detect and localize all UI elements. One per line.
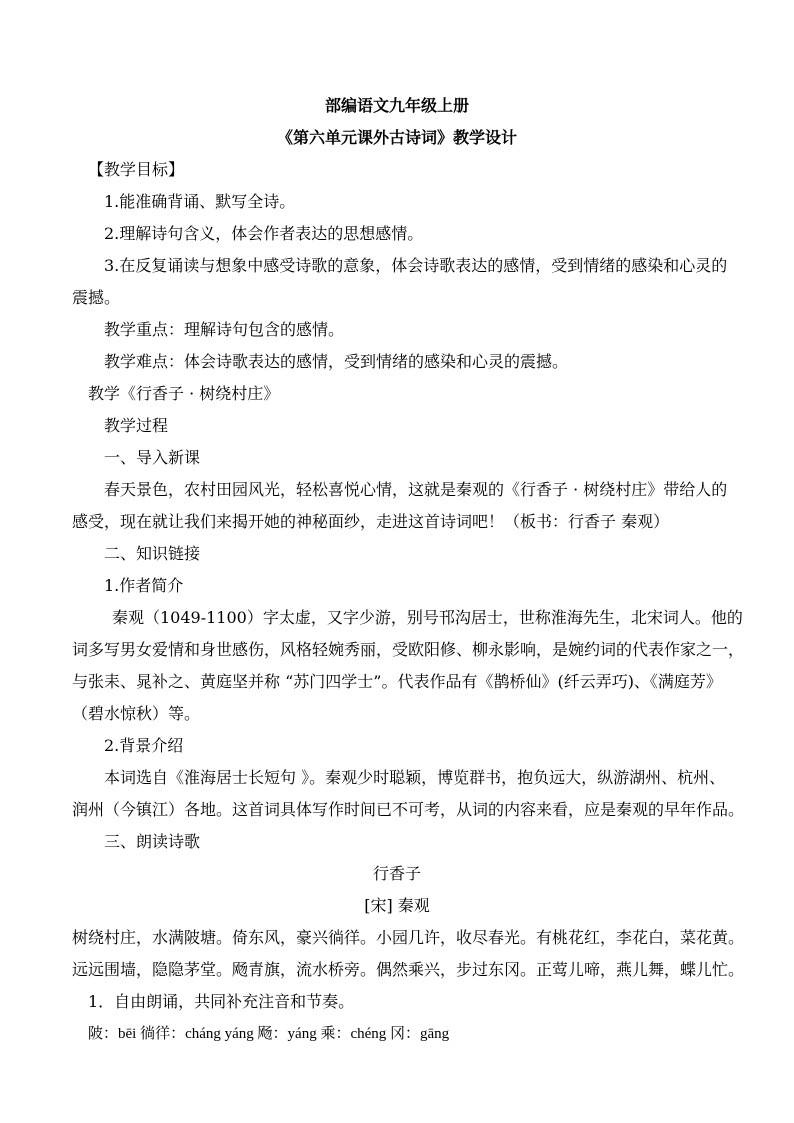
lesson-title: 教学《行香子 · 树绕村庄》 <box>88 384 280 403</box>
goal-2: 2.理解诗句含义，体会作者表达的思想感情。 <box>104 224 424 243</box>
document-subtitle: 《第六单元课外古诗词》教学设计 <box>276 128 517 147</box>
background-line-1: 本词选自《淮海居士长短句 》。秦观少时聪颖，博览群书，抱负远大，纵游湖州、杭州、 <box>104 768 726 787</box>
difficulty: 教学难点：体会诗歌表达的感情，受到情绪的感染和心灵的震撼。 <box>104 352 569 371</box>
process-heading: 教学过程 <box>104 416 169 435</box>
pinyin-notes: 陂：bēi 徜徉：cháng yáng 飏：yáng 乘：chéng 冈：gāng <box>88 1026 450 1042</box>
author-line-1: 秦观（1049-1100）字太虚，又字少游，别号邗沟居士，世称淮海先生，北宋词人。他的 <box>112 608 743 627</box>
key-point: 教学重点：理解诗句包含的感情。 <box>104 320 345 339</box>
goal-1: 1.能准确背诵、默写全诗。 <box>104 192 296 211</box>
poem-line-1: 树绕村庄，水满陂塘。倚东风，豪兴徜徉。小园几许，收尽春光。有桃花红，李花白，菜花黄。 <box>72 928 745 947</box>
poem-author: [宋] 秦观 <box>364 896 430 915</box>
poem-line-2: 远远围墙，隐隐茅堂。飏青旗，流水桥旁。偶然乘兴，步过东冈。正莺儿啼，燕儿舞，蝶儿忙。 <box>72 960 745 979</box>
author-line-4: （碧水惊秋）等。 <box>72 704 201 723</box>
document-title: 部编语文九年级上册 <box>324 96 469 115</box>
background-heading: 2.背景介绍 <box>104 736 184 755</box>
author-line-3: 与张耒、晁补之、黄庭坚并称 “苏门四学士”。代表作品有《鹊桥仙》(纤云弄巧)、《满庭芳》 <box>72 672 722 691</box>
section-3-heading: 三、朗读诗歌 <box>104 832 201 851</box>
author-line-2: 词多写男女爱情和身世感伤，风格轻婉秀丽，受欧阳修、柳永影响，是婉约词的代表作家之一， <box>72 640 745 659</box>
section-1-heading: 一、导入新课 <box>104 448 201 467</box>
goal-3-line-1: 3.在反复诵读与想象中感受诗歌的意象，体会诗歌表达的感情，受到情绪的感染和心灵的 <box>104 256 728 275</box>
goal-3-line-2: 震撼。 <box>72 288 121 307</box>
author-heading: 1.作者简介 <box>104 576 184 595</box>
poem-title: 行香子 <box>372 864 421 883</box>
section-2-heading: 二、知识链接 <box>104 544 201 563</box>
background-line-2: 润州（今镇江）各地。这首词具体写作时间已不可考，从词的内容来看，应是秦观的早年作品。 <box>72 800 745 819</box>
intro-line-2: 感受，现在就让我们来揭开她的神秘面纱，走进这首诗词吧！（板书：行香子 秦观） <box>72 512 670 531</box>
intro-line-1: 春天景色，农村田园风光，轻松喜悦心情，这就是秦观的《行香子 · 树绕村庄》带给人的 <box>104 480 728 499</box>
task-1: 1．自由朗诵，共同补充注音和节奏。 <box>88 992 355 1011</box>
goals-heading: 【教学目标】 <box>88 160 185 179</box>
